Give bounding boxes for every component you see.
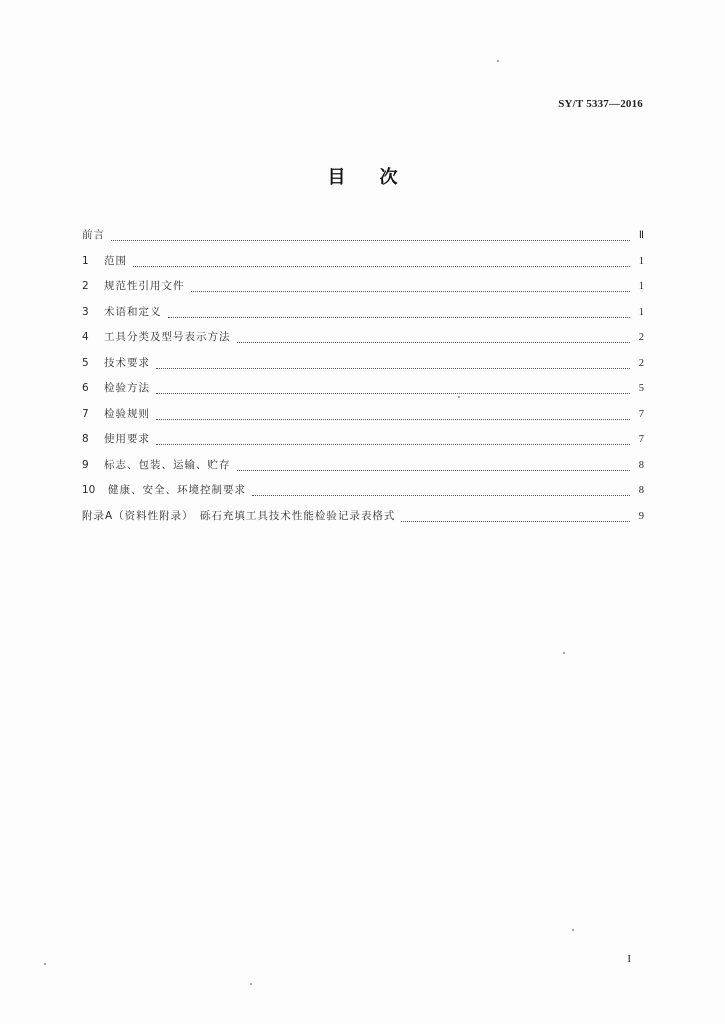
toc-entry-page: 1 bbox=[638, 306, 644, 318]
toc-entry-scope[interactable] bbox=[82, 253, 644, 279]
toc-entry-normative-references[interactable] bbox=[82, 278, 644, 304]
dot-leader bbox=[156, 443, 630, 445]
scan-speck bbox=[44, 963, 46, 965]
toc-entry-page: 1 bbox=[638, 281, 644, 292]
toc-entry-hse-requirements[interactable] bbox=[82, 482, 644, 508]
page-title bbox=[0, 163, 725, 189]
toc-entry-marking-packaging[interactable] bbox=[82, 457, 644, 483]
toc-entry-number: 4 bbox=[82, 331, 89, 343]
toc-entry-number: 5 bbox=[82, 356, 89, 369]
toc-entry-page: Ⅱ bbox=[638, 230, 644, 241]
toc-entry-number: 8 bbox=[82, 433, 89, 445]
scan-speck bbox=[572, 929, 574, 931]
toc-entry-annex-a[interactable] bbox=[82, 508, 644, 534]
toc-entry-title: 附录A（资料性附录） 砾石充填工具技术性能检验记录表格式 bbox=[82, 509, 396, 522]
table-of-contents bbox=[82, 227, 644, 533]
toc-entry-title: 工具分类及型号表示方法 bbox=[104, 331, 231, 343]
toc-entry-title: 范围 bbox=[104, 254, 127, 267]
toc-entry-title: 健康、安全、环境控制要求 bbox=[108, 484, 246, 496]
toc-entry-title: 使用要求 bbox=[104, 433, 150, 445]
dot-leader bbox=[237, 469, 631, 471]
dot-leader bbox=[156, 367, 630, 369]
toc-entry-page: 7 bbox=[638, 408, 644, 420]
toc-entry-number: 2 bbox=[82, 280, 89, 292]
toc-entry-page: 9 bbox=[638, 510, 644, 522]
toc-entry-number: 10 bbox=[82, 484, 96, 496]
dot-leader bbox=[156, 418, 630, 420]
dot-leader bbox=[191, 290, 631, 292]
toc-entry-number: 7 bbox=[82, 407, 89, 420]
scan-speck bbox=[458, 396, 460, 398]
toc-entry-page: 5 bbox=[638, 383, 644, 394]
toc-entry-technical-requirements[interactable] bbox=[82, 355, 644, 381]
toc-entry-inspection-rules[interactable] bbox=[82, 406, 644, 432]
toc-entry-title: 标志、包装、运输、贮存 bbox=[104, 458, 231, 471]
scan-speck bbox=[497, 60, 499, 62]
toc-entry-number: 1 bbox=[82, 254, 89, 267]
standard-code: SY/T 5337—2016 bbox=[558, 98, 643, 110]
toc-entry-title: 术语和定义 bbox=[104, 305, 162, 318]
dot-leader bbox=[111, 239, 630, 241]
page-number: I bbox=[627, 953, 631, 965]
dot-leader bbox=[401, 520, 630, 522]
toc-entry-number: 6 bbox=[82, 382, 89, 394]
toc-entry-page: 2 bbox=[638, 332, 644, 343]
toc-entry-number: 3 bbox=[82, 305, 89, 318]
scan-speck bbox=[563, 652, 565, 654]
dot-leader bbox=[237, 341, 631, 343]
toc-entry-title: 前言 bbox=[82, 229, 105, 241]
toc-entry-foreword[interactable] bbox=[82, 227, 644, 253]
toc-entry-title: 技术要求 bbox=[104, 356, 150, 369]
toc-entry-test-methods[interactable] bbox=[82, 380, 644, 406]
title-char-left: 目 bbox=[327, 167, 346, 188]
scan-speck bbox=[250, 983, 252, 985]
dot-leader bbox=[252, 494, 630, 496]
toc-entry-page: 1 bbox=[638, 255, 644, 267]
toc-entry-page: 8 bbox=[638, 459, 644, 471]
toc-entry-usage-requirements[interactable] bbox=[82, 431, 644, 457]
toc-entry-title: 检验方法 bbox=[104, 382, 150, 394]
toc-entry-title: 规范性引用文件 bbox=[104, 280, 185, 292]
dot-leader bbox=[156, 392, 630, 394]
toc-entry-number: 9 bbox=[82, 458, 89, 471]
toc-entry-page: 7 bbox=[638, 434, 644, 445]
toc-entry-page: 2 bbox=[638, 357, 644, 369]
toc-entry-page: 8 bbox=[638, 485, 644, 496]
toc-entry-title: 检验规则 bbox=[104, 407, 150, 420]
dot-leader bbox=[133, 265, 630, 267]
toc-entry-classification[interactable] bbox=[82, 329, 644, 355]
title-char-right: 次 bbox=[379, 167, 398, 188]
dot-leader bbox=[168, 316, 631, 318]
toc-entry-terms-definitions[interactable] bbox=[82, 304, 644, 330]
